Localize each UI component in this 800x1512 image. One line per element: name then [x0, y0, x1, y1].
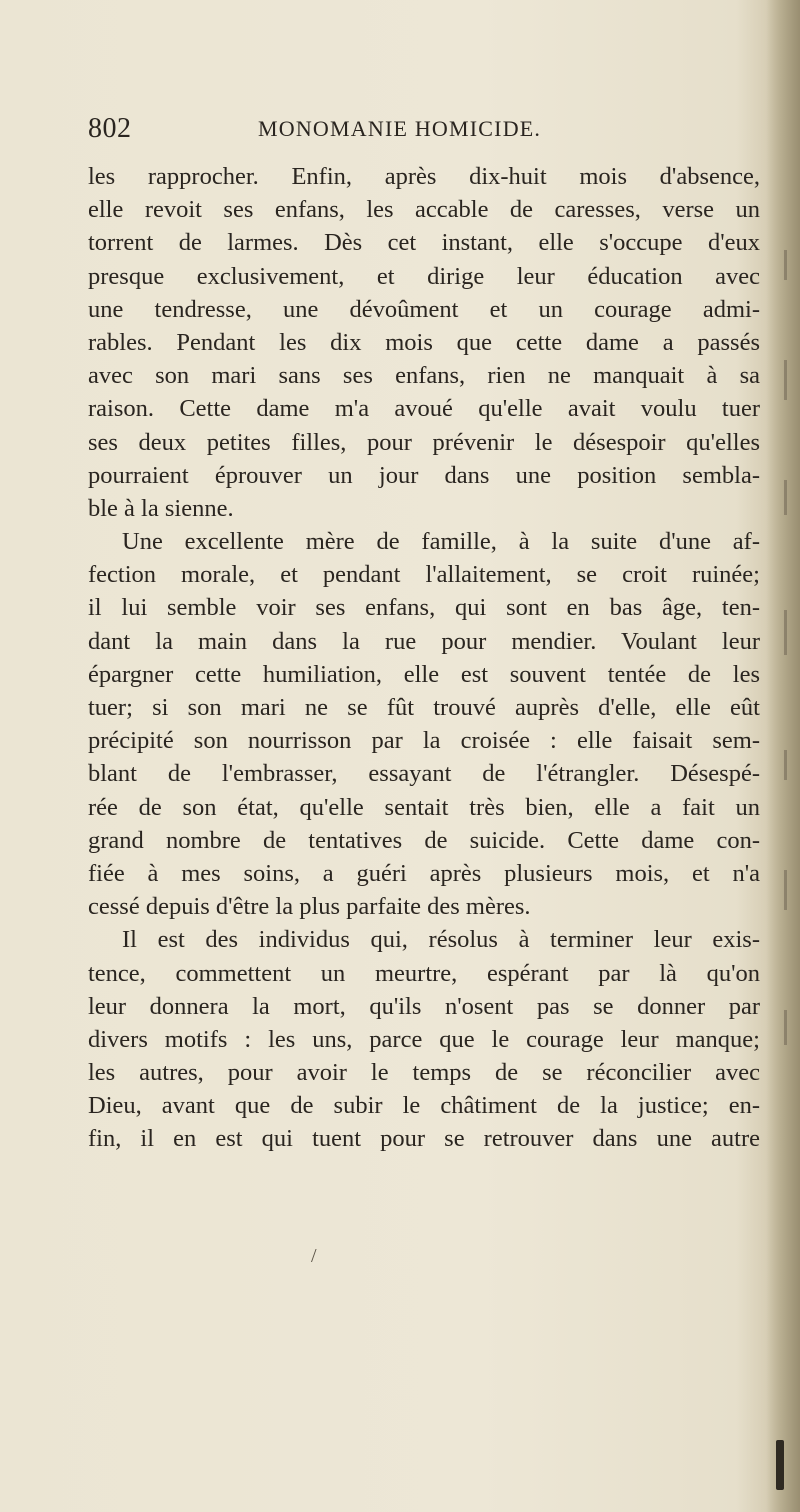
page-edge-shadow [766, 0, 800, 1512]
text-line: les rapprocher. Enfin, après dix-huit mois d'absence, [88, 163, 760, 190]
paragraph-end-line: ble à la sienne. [88, 494, 234, 522]
paragraph-end-line: cessé depuis d'être la plus parfaite des mères. [88, 893, 531, 921]
stray-ink-mark: / [311, 1245, 317, 1267]
bleed-mark [784, 610, 787, 655]
paragraph-start-line: Une excellente mère de famille, à la suite d'une af- [122, 528, 760, 556]
text-line: fin, il en est qui tuent pour se retrouver dans une autre [88, 1125, 760, 1153]
text-line: fection morale, et pendant l'allaitement, se croit ruinée; [88, 561, 760, 589]
text-line: torrent de larmes. Dès cet instant, elle s'occupe d'eux [88, 229, 760, 257]
text-line: pourraient éprouver un jour dans une position sembla- [88, 461, 760, 489]
text-line: précipité son nourrisson par la croisée : elle faisait sem- [88, 727, 760, 755]
running-head: MONOMANIE HOMICIDE. [258, 116, 542, 141]
bleed-mark [784, 870, 787, 910]
text-line: Dieu, avant que de subir le châtiment de la justice; en- [88, 1092, 760, 1120]
text-line: raison. Cette dame m'a avoué qu'elle avait voulu tuer [88, 395, 760, 423]
opposite-page-bleed [780, 250, 794, 1130]
bleed-mark [784, 1010, 787, 1045]
paragraph-start-line: Il est des individus qui, résolus à terminer leur exis- [122, 926, 760, 954]
body-text [88, 160, 760, 1156]
text-line: fiée à mes soins, a guéri après plusieurs mois, et n'a [88, 859, 760, 887]
text-line: leur donnera la mort, qu'ils n'osent pas se donner par [88, 992, 760, 1020]
text-line: tuer; si son mari ne se fût trouvé auprès d'elle, elle eût [88, 694, 760, 721]
bleed-mark [784, 250, 787, 280]
bleed-mark [784, 360, 787, 400]
page-header [88, 113, 768, 147]
bleed-mark [784, 750, 787, 780]
bleed-mark [784, 480, 787, 515]
text-line: tence, commettent un meurtre, espérant par là qu'on [88, 959, 760, 987]
text-line: les autres, pour avoir le temps de se réconcilier avec [88, 1059, 760, 1087]
text-line: elle revoit ses enfans, les accable de caresses, verse un [88, 196, 760, 224]
text-line: rables. Pendant les dix mois que cette dame a passés [88, 328, 760, 356]
binding-edge-mark [776, 1440, 784, 1490]
text-line: il lui semble voir ses enfans, qui sont en bas âge, ten- [88, 594, 760, 622]
text-line: blant de l'embrasser, essayant de l'étrangler. Désespé- [88, 760, 760, 788]
text-line: presque exclusivement, et dirige leur éducation avec [88, 262, 760, 290]
text-line: une tendresse, une dévoûment et un courage admi- [88, 295, 760, 323]
text-line: avec son mari sans ses enfans, rien ne manquait à sa [88, 362, 760, 390]
text-line: épargner cette humiliation, elle est souvent tentée de les [88, 660, 760, 688]
text-line: dant la main dans la rue pour mendier. Voulant leur [88, 627, 760, 655]
text-line: rée de son état, qu'elle sentait très bien, elle a fait un [88, 793, 760, 821]
text-line: grand nombre de tentatives de suicide. Cette dame con- [88, 826, 760, 854]
text-line: ses deux petites filles, pour prévenir le désespoir qu'elles [88, 428, 760, 456]
page-number: 802 [88, 113, 132, 144]
text-line: divers motifs : les uns, parce que le courage leur manque; [88, 1025, 760, 1053]
